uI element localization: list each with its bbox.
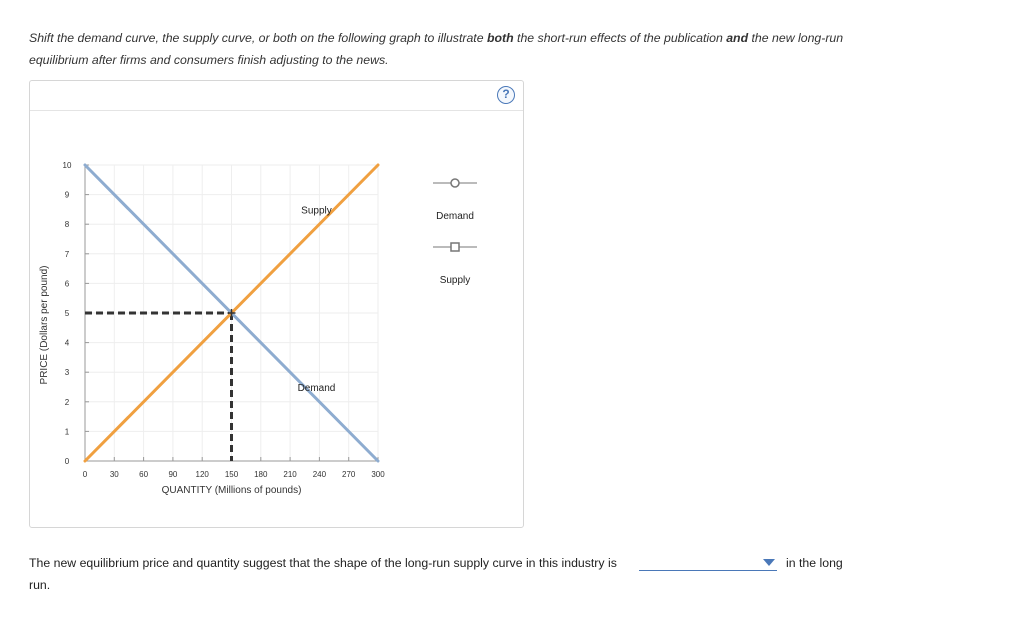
x-tick-label: 240 (312, 470, 327, 479)
question-end: run. (29, 578, 51, 592)
y-tick-label: 9 (64, 190, 70, 200)
instructions-part: Shift the demand curve, the supply curve, or both on the following graph to illustrate (29, 31, 487, 45)
x-tick-label: 270 (342, 470, 356, 479)
y-tick-label: 8 (64, 220, 70, 230)
x-tick-label: 150 (224, 470, 239, 479)
help-icon[interactable]: ? (497, 86, 515, 104)
x-tick-label: 60 (139, 470, 149, 479)
x-tick-label: 90 (168, 470, 178, 479)
x-tick-label: 120 (195, 470, 209, 479)
x-tick-label: 210 (283, 470, 297, 479)
question-tail: in the long (786, 556, 843, 570)
instructions-text (29, 27, 889, 71)
demand-tool-label: Demand (436, 211, 474, 222)
supply-shape-dropdown[interactable] (639, 556, 777, 571)
instructions-bold: both (486, 31, 514, 45)
y-tick-label: 0 (64, 457, 70, 466)
y-tick-label: 10 (62, 161, 72, 170)
y-tick-label: 5 (64, 309, 70, 318)
demand-curve-label: Demand (297, 383, 336, 394)
y-tick-label: 2 (64, 397, 70, 407)
x-tick-label: 30 (109, 470, 119, 479)
y-axis-label: PRICE (Dollars per pound) (39, 265, 50, 385)
graph-panel (29, 80, 524, 528)
question-text: The new equilibrium price and quantity suggest that the shape of the long-run supply curve in this industry is (29, 556, 617, 570)
y-tick-label: 3 (64, 368, 70, 378)
chevron-down-icon (763, 559, 775, 566)
demand-tool-circle-icon[interactable] (451, 179, 459, 187)
instructions-part: the new long-run equilibrium after firms and consumers finish adjusting to the news. (29, 31, 844, 67)
supply-tool-square-icon[interactable] (451, 243, 459, 251)
x-tick-label: 180 (254, 470, 268, 479)
y-tick-label: 1 (64, 427, 70, 437)
instructions-bold: and (726, 31, 749, 45)
instructions-part: the short-run effects of the publication (513, 31, 727, 45)
y-tick-label: 4 (64, 338, 70, 348)
x-tick-label: 0 (82, 470, 88, 479)
x-tick-label: 300 (371, 470, 385, 479)
supply-demand-chart[interactable] (30, 81, 525, 529)
supply-tool-label: Supply (439, 275, 471, 286)
y-tick-label: 6 (64, 279, 70, 289)
x-axis-label: QUANTITY (Millions of pounds) (161, 485, 302, 496)
supply-curve-label: Supply (301, 205, 332, 217)
y-tick-label: 7 (64, 249, 70, 259)
